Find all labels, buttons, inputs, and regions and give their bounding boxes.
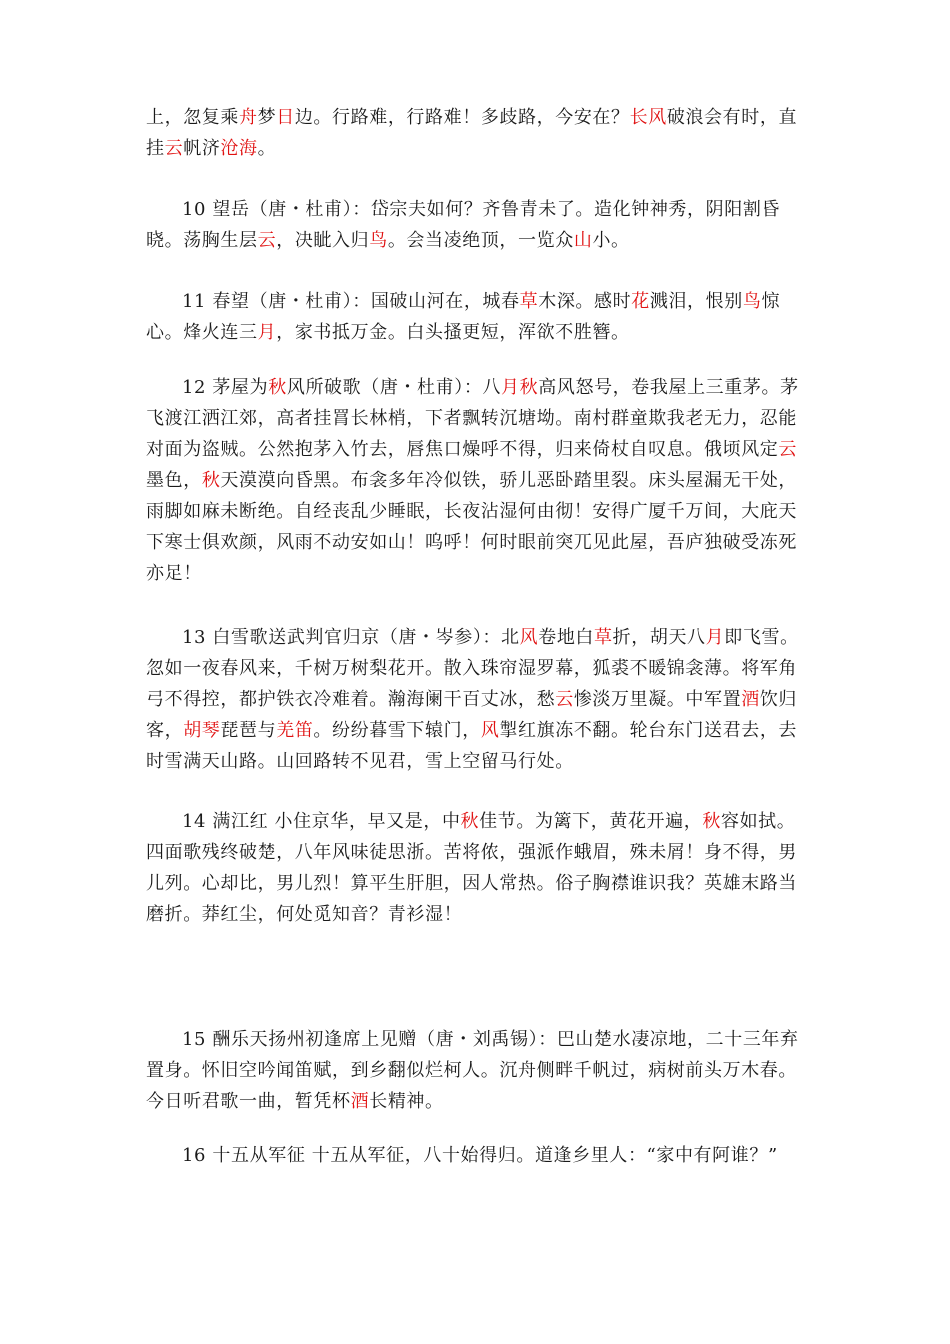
highlighted-word: 秋	[519, 377, 539, 398]
text-segment: 风所破歌（唐・杜甫）：八	[286, 377, 502, 398]
text-segment: 即飞雪。忽如一夜春风来，千树万树梨花开。散入珠帘湿罗幕，狐裘不暖锦衾薄。将军角弓不得控，都护铁衣冷难着。瀚海阑干百丈冰，愁	[146, 627, 799, 710]
text-segment: 。纷纷暮雪下辕门，	[313, 720, 481, 741]
text-segment: 掣红旗冻不翻。轮台东门送君去，去时雪满天山路。山回路转不见君，雪上空留马行处。	[146, 720, 798, 772]
poem-15-paragraph	[146, 1024, 806, 1117]
text-segment: 容如拭。四面歌残终破楚，八年风味徒思浙。苦将侬，强派作蛾眉，殊未屑！身不得，男儿列。心却比，男儿烈！算平生肝胆，因人常热。俗子胸襟谁识我？英雄末路当磨折。莽红尘，何处觅知音？青衫湿！	[146, 811, 797, 925]
text-segment: 10 望岳（唐・杜甫）：岱宗夫如何？齐鲁青未了。造化钟神秀，阴阳割昏晓。荡胸生层	[146, 199, 781, 251]
text-segment: 。	[257, 138, 277, 159]
highlighted-word: 酒	[741, 689, 760, 710]
text-segment: ，决眦入归	[276, 230, 370, 251]
highlighted-word: 月	[257, 322, 277, 343]
highlighted-word: 风	[519, 627, 539, 648]
text-segment: 溅泪，恨别	[649, 291, 743, 312]
text-segment: 饮归客，	[146, 689, 798, 741]
highlighted-word: 酒	[350, 1091, 370, 1112]
highlighted-word: 秋	[268, 377, 287, 398]
text-segment: 帆济	[183, 138, 221, 159]
highlighted-word: 花	[631, 291, 650, 312]
poem-13-paragraph	[146, 622, 806, 777]
highlighted-word: 月	[501, 377, 520, 398]
highlighted-word: 鸟	[742, 291, 762, 312]
text-segment: 天漠漠向昏黑。布衾多年冷似铁，骄儿恶卧踏里裂。床头屋漏无干处，雨脚如麻未断绝。自经丧乱少睡眠，长夜沾湿何由彻！安得广厦千万间，大庇天下寒士俱欢颜，风雨不动安如山！呜呼！何时眼前突兀见此屋，吾庐独破受冻死亦足！	[146, 470, 798, 584]
highlighted-word: 云	[555, 689, 574, 710]
text-segment: 佳节。为篱下，黄花开遍，	[479, 811, 703, 832]
highlighted-word: 风	[480, 720, 500, 741]
poem-14-paragraph	[146, 806, 806, 930]
text-segment: 梦	[257, 107, 277, 128]
highlighted-word: 云	[257, 230, 277, 251]
highlighted-word: 云	[164, 138, 184, 159]
highlighted-word: 胡琴	[183, 720, 221, 741]
highlighted-word: 月	[705, 627, 725, 648]
highlighted-word: 草	[594, 627, 613, 648]
highlighted-word: 舟	[239, 107, 258, 128]
text-segment: 小。	[592, 230, 630, 251]
highlighted-word: 鸟	[369, 230, 388, 251]
text-segment: 12 茅屋为	[182, 377, 269, 398]
poem-12-paragraph	[146, 372, 806, 589]
highlighted-word: 云	[778, 439, 798, 460]
highlighted-word: 秋	[460, 811, 480, 832]
text-segment: 卷地白	[538, 627, 595, 648]
highlighted-word: 秋	[702, 811, 721, 832]
text-segment: 琵琶与	[220, 720, 277, 741]
text-segment: 上，忽复乘	[146, 107, 239, 128]
paragraph-continued	[146, 102, 806, 164]
text-segment: ，家书抵万金。白头搔更短，浑欲不胜簪。	[276, 322, 630, 343]
text-segment: 15 酬乐天扬州初逢席上见赠（唐・刘禹锡）：巴山楚水凄凉地，二十三年弃置身。怀旧空吟闻笛赋，到乡翻似烂柯人。沉舟侧畔千帆过，病树前头万木春。今日听君歌一曲，暂凭杯	[146, 1029, 799, 1112]
poem-10-paragraph	[146, 194, 806, 256]
text-segment: 13 白雪歌送武判官归京（唐・岑参）：北	[182, 627, 520, 648]
highlighted-word: 沧海	[220, 138, 258, 159]
text-segment: 木深。感时	[538, 291, 632, 312]
text-segment: 长精神。	[369, 1091, 444, 1112]
text-segment: 折，胡天八	[612, 627, 706, 648]
text-segment: 墨色，	[146, 470, 202, 491]
text-segment: 惨淡万里凝。中军置	[573, 689, 742, 710]
highlighted-word: 长风	[629, 107, 667, 128]
highlighted-word: 山	[573, 230, 593, 251]
text-segment: 11 春望（唐・杜甫）：国破山河在，城春	[182, 291, 520, 312]
text-segment: 惊心。烽火连三	[146, 291, 781, 343]
text-segment: 破浪会有时，直挂	[146, 107, 798, 159]
highlighted-word: 草	[519, 291, 539, 312]
highlighted-word: 羌笛	[276, 720, 314, 741]
poem-16-paragraph	[146, 1140, 786, 1171]
text-segment: 14 满江红 小住京华，早又是，中	[182, 811, 461, 832]
highlighted-word: 日	[276, 107, 295, 128]
poem-11-paragraph	[146, 286, 806, 348]
text-segment: 边。行路难，行路难！多歧路，今安在？	[294, 107, 630, 128]
text-segment: 。会当凌绝顶，一览众	[387, 230, 574, 251]
highlighted-word: 秋	[201, 470, 221, 491]
text-segment: 16 十五从军征 十五从军征，八十始得归。道逢乡里人：“家中有阿谁？”	[182, 1145, 778, 1166]
text-segment: 高风怒号，卷我屋上三重茅。茅飞渡江洒江郊，高者挂罥长林梢，下者飘转沉塘坳。南村群童欺我老无力，忍能对面为盗贼。公然抱茅入竹去，唇焦口燥呼不得，归来倚杖自叹息。俄顷风定	[146, 377, 799, 460]
